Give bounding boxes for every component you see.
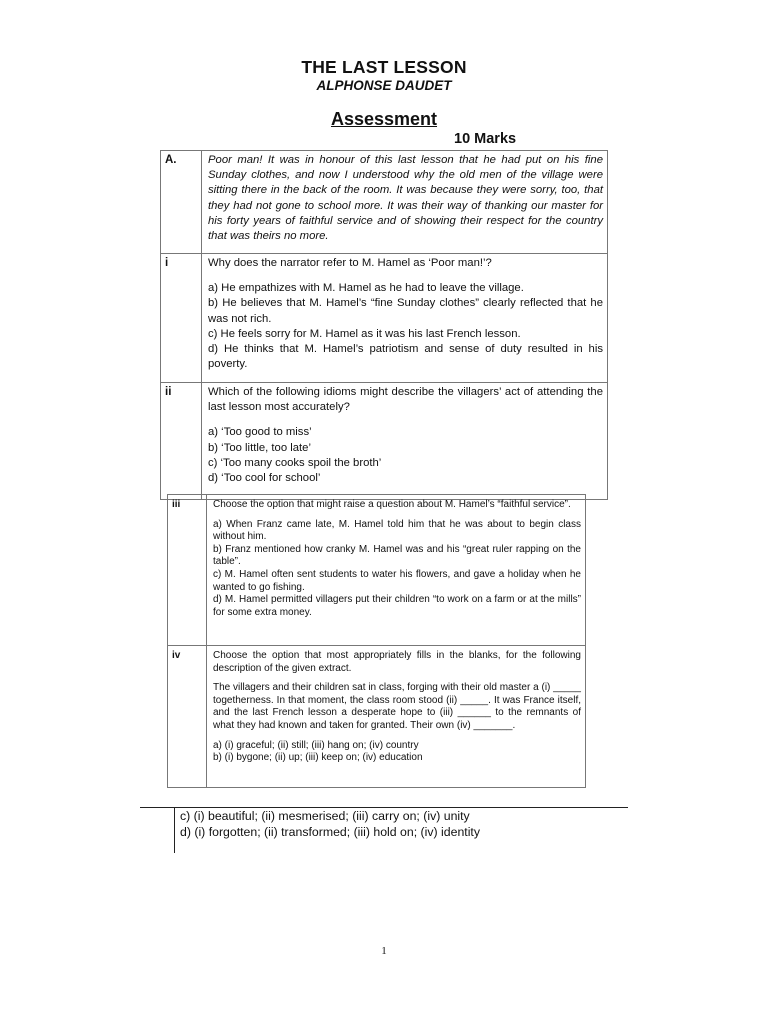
option-b: b) He believes that M. Hamel’s “fine Sunday clothes” clearly reflected that he was not rich. xyxy=(208,297,603,325)
question-number: ii xyxy=(161,383,202,500)
question-number: A. xyxy=(161,151,202,254)
option-c: c) ‘Too many cooks spoil the broth’ xyxy=(208,456,382,469)
option-d: d) He thinks that M. Hamel’s patriotism and sense of duty resulted in his poverty. xyxy=(208,343,603,371)
question-cell xyxy=(207,646,586,788)
option-a: a) ‘Too good to miss’ xyxy=(208,426,312,439)
option-c: c) M. Hamel often sent students to water his flowers, and gave a holiday when he wanted to go fishing. xyxy=(213,568,581,593)
question-text: Which of the following idioms might describe the villagers’ act of attending the last lesson most accurately? xyxy=(208,386,603,414)
continuation-border xyxy=(174,807,175,853)
question-cell xyxy=(207,495,586,646)
question-number: iv xyxy=(168,646,207,788)
option-d: d) M. Hamel permitted villagers put their children “to work on a farm or at the mills” for some extra money. xyxy=(213,594,581,618)
fill-in-paragraph: The villagers and their children sat in class, forging with their old master a (i) _____ togetherness. In that moment, the class room stood (ii) _____. It was France itself, and the last French lesson a desperate hope to (iii) ______ to the remnants of what they had known and taken for granted. Their own (iv) _______. xyxy=(213,682,581,731)
table-row xyxy=(161,151,608,254)
marks-label: 10 Marks xyxy=(454,131,517,147)
table-row xyxy=(168,495,586,646)
option-a: a) He empathizes with M. Hamel as he had to leave the village. xyxy=(208,282,524,295)
page-number: 1 xyxy=(381,945,387,957)
continuation-divider xyxy=(140,807,628,808)
author-name: ALPHONSE DAUDET xyxy=(316,78,452,93)
option-b: b) (i) bygone; (ii) up; (iii) keep on; (iv) education xyxy=(213,752,423,764)
question-table-1 xyxy=(160,150,608,500)
document-title: THE LAST LESSON xyxy=(301,57,467,77)
option-d: d) ‘Too cool for school’ xyxy=(208,472,321,485)
option-c: c) He feels sorry for M. Hamel as it was his last French lesson. xyxy=(208,327,521,340)
question-table-2 xyxy=(167,494,586,788)
option-d: d) (i) forgotten; (ii) transformed; (iii) hold on; (iv) identity xyxy=(180,824,481,839)
question-text: Choose the option that most appropriately fills in the blanks, for the following description of the given extract. xyxy=(213,650,581,674)
table-row xyxy=(161,254,608,383)
table-row xyxy=(168,646,586,788)
option-a: a) (i) graceful; (ii) still; (iii) hang on; (iv) country xyxy=(213,739,419,751)
question-number: iii xyxy=(168,495,207,646)
option-b: b) Franz mentioned how cranky M. Hamel was and his “great ruler rapping on the table”. xyxy=(213,543,581,568)
continued-options xyxy=(180,809,480,840)
extract-passage: Poor man! It was in honour of this last lesson that he had put on his fine Sunday clothes, and now I understood why the old men of the village were sitting there in the back of the room. It was because they were sorry, too, that they had not gone to school more. It was their way of thanking our master for his forty years of faithful service and of showing their respect for the country that was theirs no more. xyxy=(202,151,608,254)
question-number: i xyxy=(161,254,202,383)
question-cell xyxy=(202,383,608,500)
option-a: a) When Franz came late, M. Hamel told him that he was about to begin class without him. xyxy=(213,518,581,543)
question-text: Choose the option that might raise a question about M. Hamel’s “faithful service”. xyxy=(213,499,571,510)
option-c: c) (i) beautiful; (ii) mesmerised; (iii) carry on; (iv) unity xyxy=(180,809,470,823)
assessment-heading: Assessment xyxy=(330,109,438,129)
option-b: b) ‘Too little, too late’ xyxy=(208,441,311,454)
question-cell xyxy=(202,254,608,383)
question-text: Why does the narrator refer to M. Hamel as ‘Poor man!’? xyxy=(208,257,492,269)
table-row xyxy=(161,383,608,500)
